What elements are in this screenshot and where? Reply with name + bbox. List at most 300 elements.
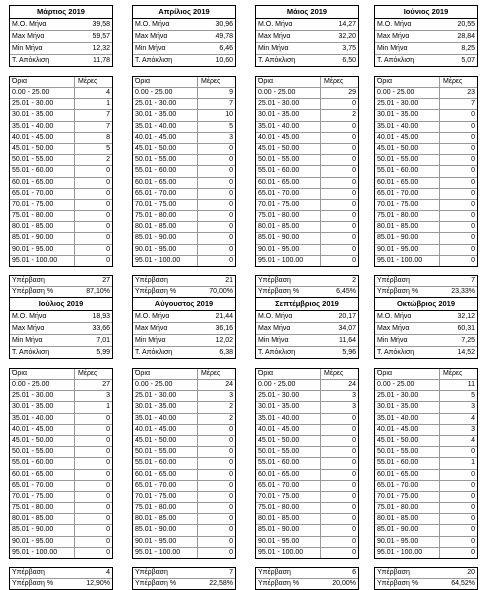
bin-count: 5 [229,122,233,130]
bin-count: 4 [106,89,110,96]
bin-count: 0 [471,548,475,556]
exceed-pct-label: Υπέρβαση % [258,288,300,295]
exceed-pct-value: 20,00% [332,580,356,587]
bin-range: 50.01 - 55.00 [133,447,198,457]
bin-range: 70.01 - 75.00 [133,492,198,502]
bins-table [9,76,113,267]
bins-table [132,368,236,559]
exceed-pct-label: Υπέρβαση % [135,288,177,295]
stat-value: 18,93 [92,313,110,320]
month-block [374,5,478,298]
exceed-pct-label: Υπέρβαση % [12,580,54,587]
stat-value: 5,96 [342,349,356,356]
bin-count: 3 [352,403,356,411]
exceed-pct-row [133,287,235,297]
bin-range: 30.01 - 35.00 [256,110,321,120]
bin-range: 30.01 - 35.00 [375,110,440,120]
stat-label: Μ.Ο. Μήνα [258,313,293,320]
bin-count: 0 [106,234,110,242]
bins-header [10,369,112,380]
stat-row [256,311,358,323]
stat-label: Μ.Ο. Μήνα [135,313,170,320]
bin-count: 0 [229,537,233,545]
bin-range: 60.01 - 65.00 [375,178,440,188]
bin-row [133,233,235,244]
bin-row [375,447,477,458]
bins-header [10,77,112,88]
exceed-row [256,276,358,287]
stat-label: Max Μήνα [12,325,45,332]
bin-row [375,166,477,177]
bin-count: 0 [471,515,475,523]
bin-row [256,178,358,189]
exceed-value: 6 [352,569,356,576]
bin-row [133,414,235,425]
stat-value: 60,31 [457,325,475,332]
bin-row [375,514,477,525]
stat-row [256,347,358,358]
stat-value: 5,99 [96,349,110,356]
stat-label: Τ. Απόκλιση [12,57,50,64]
bin-count: 0 [352,537,356,545]
bin-range: 40.01 - 45.00 [375,425,440,435]
bin-range: 50.01 - 55.00 [375,155,440,165]
bin-range: 70.01 - 75.00 [133,200,198,210]
bin-range: 25.01 - 30.00 [133,391,198,401]
bin-range: 90.01 - 95.00 [10,537,75,547]
exceed-row [375,276,477,287]
bin-row [10,99,112,110]
bin-row [256,256,358,266]
bin-row [10,110,112,121]
bin-row [10,514,112,525]
bin-count: 0 [229,448,233,456]
bin-count: 0 [352,156,356,164]
bin-count: 0 [106,504,110,512]
days-header: Μέρες [324,370,344,377]
bin-count: 0 [229,212,233,220]
bin-row [133,155,235,166]
bin-range: 85.01 - 90.00 [256,525,321,535]
stat-value: 7,25 [461,337,475,344]
bins-table [374,76,478,267]
bin-row [133,470,235,481]
bin-range: 40.01 - 45.00 [375,133,440,143]
bin-range: 45.01 - 50.00 [256,144,321,154]
bin-row [133,222,235,233]
exceed-pct-value: 22,58% [209,580,233,587]
bin-count: 3 [229,392,233,400]
bin-range: 90.01 - 95.00 [375,537,440,547]
bin-count: 0 [352,133,356,141]
exceed-pct-label: Υπέρβαση % [258,580,300,587]
stat-row [256,19,358,31]
bin-range: 75.01 - 80.00 [375,503,440,513]
bin-row [10,189,112,200]
bin-range: 65.01 - 70.00 [10,481,75,491]
bin-row [133,492,235,503]
bins-header [256,77,358,88]
bin-range: 85.01 - 90.00 [133,233,198,243]
exceedance-table [132,567,236,590]
exceed-value: 27 [102,277,110,284]
bin-count: 0 [352,470,356,478]
bin-range: 60.01 - 65.00 [256,178,321,188]
bin-row [375,222,477,233]
bounds-header: Όρια [133,77,198,87]
bin-row [10,425,112,436]
bin-count: 0 [352,492,356,500]
bin-row [375,414,477,425]
bin-count: 0 [352,167,356,175]
bins-table [255,368,359,559]
stat-label: Max Μήνα [377,33,410,40]
stat-row [375,323,477,335]
bin-row [375,144,477,155]
exceedance-table [9,275,113,298]
bin-count: 4 [471,414,475,422]
exceed-pct-row [375,579,477,589]
bounds-header: Όρια [256,77,321,87]
bin-count: 0 [352,414,356,422]
bin-range: 75.01 - 80.00 [10,211,75,221]
bin-row [133,88,235,99]
bin-row [10,233,112,244]
bin-range: 0.00 - 25.00 [10,380,75,390]
month-stats-table [374,5,478,67]
exceed-pct-value: 12,90% [86,580,110,587]
bin-row [375,503,477,514]
bin-count: 27 [102,381,110,388]
bin-row [133,514,235,525]
bin-range: 85.01 - 90.00 [256,233,321,243]
exceed-label: Υπέρβαση [258,569,291,576]
bin-range: 55.01 - 60.00 [10,458,75,468]
stat-label: Τ. Απόκλιση [12,349,50,356]
bin-count: 0 [106,515,110,523]
bin-range: 30.01 - 35.00 [133,110,198,120]
bin-row [133,133,235,144]
bin-row [256,470,358,481]
bin-row [133,447,235,458]
bin-row [10,492,112,503]
bin-row [10,133,112,144]
bin-count: 0 [471,504,475,512]
bin-row [133,436,235,447]
bin-count: 0 [229,144,233,152]
bin-row [133,110,235,121]
stat-row [10,347,112,358]
month-block [374,297,478,590]
stat-value: 39,58 [92,21,110,28]
bin-row [256,133,358,144]
bin-range: 65.01 - 70.00 [375,189,440,199]
stat-label: Τ. Απόκλιση [135,349,173,356]
bin-count: 0 [229,470,233,478]
bin-count: 0 [229,526,233,534]
exceedance-table [255,275,359,298]
exceed-row [10,276,112,287]
bin-count: 0 [471,234,475,242]
stat-row [133,19,235,31]
bin-range: 45.01 - 50.00 [256,436,321,446]
stat-label: Τ. Απόκλιση [258,57,296,64]
bin-row [375,200,477,211]
bin-row [256,503,358,514]
bin-count: 0 [471,144,475,152]
stat-row [10,19,112,31]
stat-value: 11,78 [93,57,110,64]
bin-row [133,525,235,536]
bin-range: 55.01 - 60.00 [133,458,198,468]
bin-range: 0.00 - 25.00 [133,380,198,390]
bin-range: 90.01 - 95.00 [133,537,198,547]
bin-range: 60.01 - 65.00 [133,178,198,188]
stat-label: Max Μήνα [12,33,45,40]
month-stats-table [9,297,113,359]
bins-header [133,369,235,380]
bin-count: 0 [352,200,356,208]
bin-count: 0 [106,436,110,444]
bin-range: 50.01 - 55.00 [133,155,198,165]
stat-label: Τ. Απόκλιση [377,349,415,356]
bin-count: 0 [352,245,356,253]
bin-row [10,256,112,266]
bin-range: 60.01 - 65.00 [375,470,440,480]
bin-range: 95.01 - 100.00 [133,256,198,266]
bin-range: 60.01 - 65.00 [256,470,321,480]
stat-value: 20,17 [338,313,356,320]
bin-count: 0 [471,223,475,231]
bin-count: 0 [229,425,233,433]
bin-count: 0 [471,256,475,264]
bin-range: 90.01 - 95.00 [133,245,198,255]
bin-range: 30.01 - 35.00 [375,402,440,412]
bin-range: 85.01 - 90.00 [10,525,75,535]
stat-value: 6,46 [219,45,233,52]
bin-count: 0 [106,200,110,208]
stat-label: Min Μήνα [12,45,43,52]
bounds-header: Όρια [375,369,440,379]
bin-row [256,110,358,121]
month-title: Ιούλιος 2019 [10,298,112,311]
stat-row [375,55,477,66]
bin-row [256,122,358,133]
bin-count: 0 [471,122,475,130]
bin-count: 0 [229,436,233,444]
bin-range: 60.01 - 65.00 [10,470,75,480]
bin-range: 0.00 - 25.00 [375,88,440,98]
bin-row [256,425,358,436]
bin-range: 30.01 - 35.00 [133,402,198,412]
exceedance-table [132,275,236,298]
bounds-header: Όρια [10,77,75,87]
stat-row [133,335,235,347]
stat-label: Max Μήνα [377,325,410,332]
bin-range: 90.01 - 95.00 [256,245,321,255]
exceed-value: 7 [471,277,475,284]
bins-header [375,369,477,380]
bin-row [375,470,477,481]
bin-row [10,122,112,133]
bin-count: 23 [467,89,475,96]
bin-range: 25.01 - 30.00 [375,391,440,401]
stat-value: 34,07 [338,325,356,332]
bin-range: 75.01 - 80.00 [256,503,321,513]
bin-count: 0 [229,481,233,489]
stat-label: Μ.Ο. Μήνα [12,21,47,28]
month-block [9,297,113,590]
bin-row [10,414,112,425]
exceed-pct-label: Υπέρβαση % [12,288,54,295]
bin-row [256,166,358,177]
stat-row [375,335,477,347]
bin-range: 40.01 - 45.00 [133,133,198,143]
bin-range: 60.01 - 65.00 [133,470,198,480]
bin-row [375,492,477,503]
bin-range: 55.01 - 60.00 [375,166,440,176]
bin-row [10,458,112,469]
bin-count: 0 [471,133,475,141]
stat-value: 12,32 [92,45,110,52]
bin-row [256,402,358,413]
exceed-pct-value: 6,45% [336,288,356,295]
bin-count: 0 [352,189,356,197]
bin-range: 80.01 - 85.00 [375,222,440,232]
bin-row [256,99,358,110]
bin-range: 70.01 - 75.00 [256,492,321,502]
stat-value: 14,52 [457,349,475,356]
bin-row [256,233,358,244]
exceed-pct-row [10,579,112,589]
bin-row [256,189,358,200]
bin-count: 0 [352,100,356,108]
bin-row [375,133,477,144]
bin-range: 95.01 - 100.00 [256,548,321,558]
bin-range: 0.00 - 25.00 [10,88,75,98]
days-header: Μέρες [78,78,98,85]
bin-row [256,200,358,211]
stat-value: 6,38 [219,349,233,356]
days-header: Μέρες [78,370,98,377]
bin-count: 0 [106,537,110,545]
bin-range: 30.01 - 35.00 [10,402,75,412]
month-title: Σεπτέμβριος 2019 [256,298,358,311]
bin-range: 90.01 - 95.00 [10,245,75,255]
bin-range: 45.01 - 50.00 [375,144,440,154]
bin-range: 0.00 - 25.00 [256,88,321,98]
bin-range: 35.01 - 40.00 [10,122,75,132]
bin-count: 0 [352,459,356,467]
bin-range: 65.01 - 70.00 [10,189,75,199]
stat-label: Min Μήνα [258,337,289,344]
bin-range: 95.01 - 100.00 [256,256,321,266]
bin-range: 80.01 - 85.00 [256,514,321,524]
bin-count: 1 [106,100,110,108]
stat-row [133,347,235,358]
bins-header [256,369,358,380]
bin-range: 80.01 - 85.00 [133,514,198,524]
bin-range: 0.00 - 25.00 [375,380,440,390]
bins-header [133,77,235,88]
exceed-row [10,568,112,579]
bin-count: 2 [229,414,233,422]
stat-label: Min Μήνα [377,45,408,52]
bin-range: 35.01 - 40.00 [256,122,321,132]
exceed-row [375,568,477,579]
bin-row [256,414,358,425]
bin-count: 3 [352,392,356,400]
bin-count: 0 [471,537,475,545]
bin-count: 0 [229,223,233,231]
bin-row [375,189,477,200]
stat-value: 8,25 [461,45,475,52]
bin-count: 1 [471,459,475,467]
month-block [132,297,236,590]
stat-row [375,311,477,323]
exceed-pct-label: Υπέρβαση % [377,580,419,587]
bin-range: 75.01 - 80.00 [375,211,440,221]
bin-range: 80.01 - 85.00 [133,222,198,232]
bin-row [133,402,235,413]
bin-count: 0 [352,448,356,456]
bin-row [375,178,477,189]
bin-range: 45.01 - 50.00 [133,144,198,154]
stat-label: Μ.Ο. Μήνα [377,21,412,28]
bin-range: 40.01 - 45.00 [256,133,321,143]
bin-range: 65.01 - 70.00 [256,481,321,491]
bin-range: 50.01 - 55.00 [256,447,321,457]
bin-count: 0 [229,548,233,556]
bin-count: 0 [106,245,110,253]
bin-range: 35.01 - 40.00 [10,414,75,424]
bin-row [256,514,358,525]
bin-row [10,245,112,256]
stat-row [375,31,477,43]
exceed-pct-row [256,287,358,297]
bin-count: 0 [471,212,475,220]
stat-value: 7,01 [96,337,110,344]
bin-count: 0 [471,481,475,489]
bin-count: 0 [229,156,233,164]
bin-range: 65.01 - 70.00 [256,189,321,199]
bin-count: 0 [352,144,356,152]
bin-row [133,391,235,402]
bin-range: 95.01 - 100.00 [375,548,440,558]
bin-row [375,458,477,469]
bin-row [256,144,358,155]
bin-range: 55.01 - 60.00 [256,166,321,176]
bin-count: 0 [106,167,110,175]
bin-row [10,481,112,492]
bin-row [10,402,112,413]
bin-count: 0 [106,425,110,433]
bin-range: 95.01 - 100.00 [10,548,75,558]
stat-label: Max Μήνα [258,325,291,332]
bin-row [256,88,358,99]
bin-count: 0 [106,548,110,556]
bin-row [10,178,112,189]
month-title: Αύγουστος 2019 [133,298,235,311]
stat-row [133,55,235,66]
bin-range: 95.01 - 100.00 [375,256,440,266]
bin-row [10,155,112,166]
stat-value: 30,96 [215,21,233,28]
stat-value: 32,20 [338,33,356,40]
bin-row [256,380,358,391]
stat-row [375,43,477,55]
stat-label: Τ. Απόκλιση [258,349,296,356]
